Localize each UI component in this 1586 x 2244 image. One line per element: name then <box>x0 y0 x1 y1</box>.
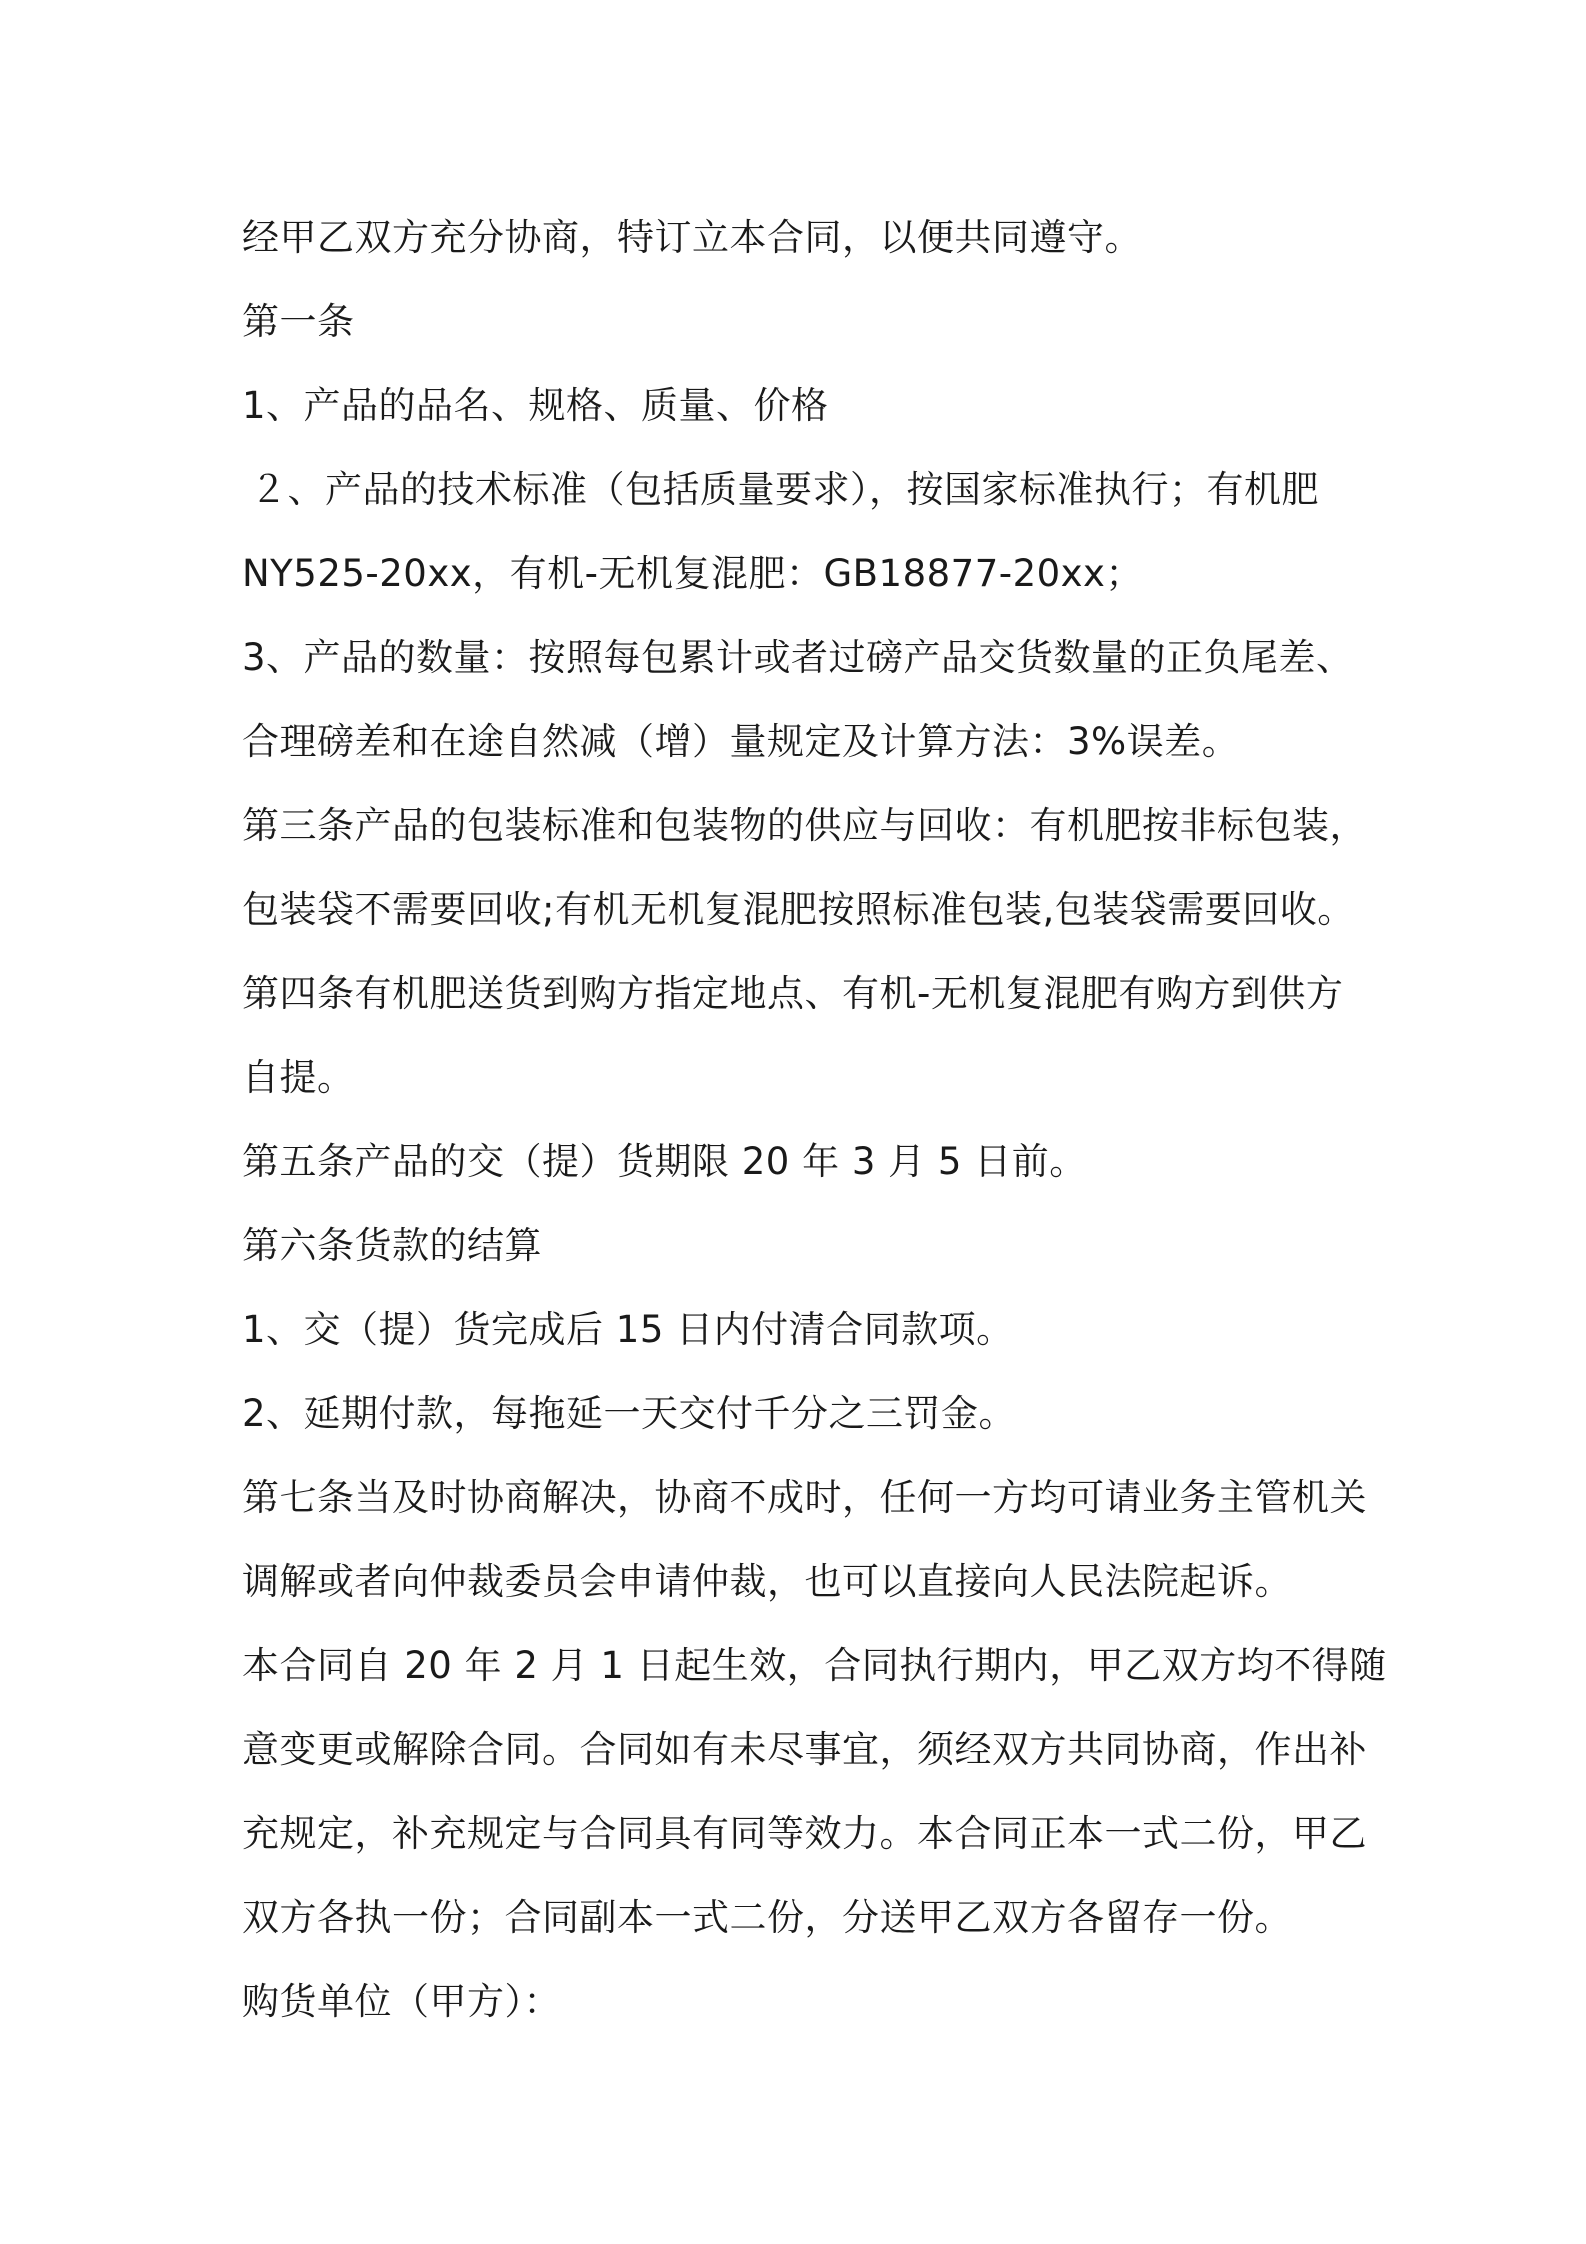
text-line: 经甲乙双方充分协商，特订立本合同，以便共同遵守。 <box>242 216 1142 259</box>
article-heading: 第一条 <box>242 300 355 343</box>
text-line: 意变更或解除合同。合同如有未尽事宜，须经双方共同协商，作出补 <box>242 1728 1367 1771</box>
text-line: 包装袋不需要回收;有机无机复混肥按照标准包装,包装袋需要回收。 <box>242 888 1355 931</box>
text-line: 本合同自 20 年 2 月 1 日起生效，合同执行期内，甲乙双方均不得随 <box>242 1644 1387 1687</box>
text-line: 自提。 <box>242 1056 355 1099</box>
text-line: ２、产品的技术标准（包括质量要求），按国家标准执行；有机肥 <box>250 468 1319 511</box>
text-line: 1、产品的品名、规格、质量、价格 <box>242 384 829 427</box>
text-line: 第七条当及时协商解决，协商不成时，任何一方均可请业务主管机关 <box>242 1476 1367 1519</box>
text-line: 第三条产品的包装标准和包装物的供应与回收：有机肥按非标包装， <box>242 804 1367 847</box>
text-line: 第四条有机肥送货到购方指定地点、有机-无机复混肥有购方到供方 <box>242 972 1344 1015</box>
text-line: 合理磅差和在途自然减（增）量规定及计算方法：3%误差。 <box>242 720 1240 763</box>
text-line: 充规定，补充规定与合同具有同等效力。本合同正本一式二份，甲乙 <box>242 1812 1367 1855</box>
text-line: 3、产品的数量：按照每包累计或者过磅产品交货数量的正负尾差、 <box>242 636 1354 679</box>
text-line: 2、延期付款，每拖延一天交付千分之三罚金。 <box>242 1392 1017 1435</box>
article-heading: 第六条货款的结算 <box>242 1224 542 1267</box>
document-body <box>242 196 1387 2044</box>
signature-label: 购货单位（甲方）： <box>242 1980 561 2023</box>
text-line: 双方各执一份；合同副本一式二份，分送甲乙双方各留存一份。 <box>242 1896 1292 1939</box>
text-line: 1、交（提）货完成后 15 日内付清合同款项。 <box>242 1308 1014 1351</box>
text-line: 第五条产品的交（提）货期限 20 年 3 月 5 日前。 <box>242 1140 1087 1183</box>
text-line: NY525-20xx，有机-无机复混肥：GB18877-20xx； <box>242 552 1143 595</box>
text-line: 调解或者向仲裁委员会申请仲裁，也可以直接向人民法院起诉。 <box>242 1560 1292 1603</box>
